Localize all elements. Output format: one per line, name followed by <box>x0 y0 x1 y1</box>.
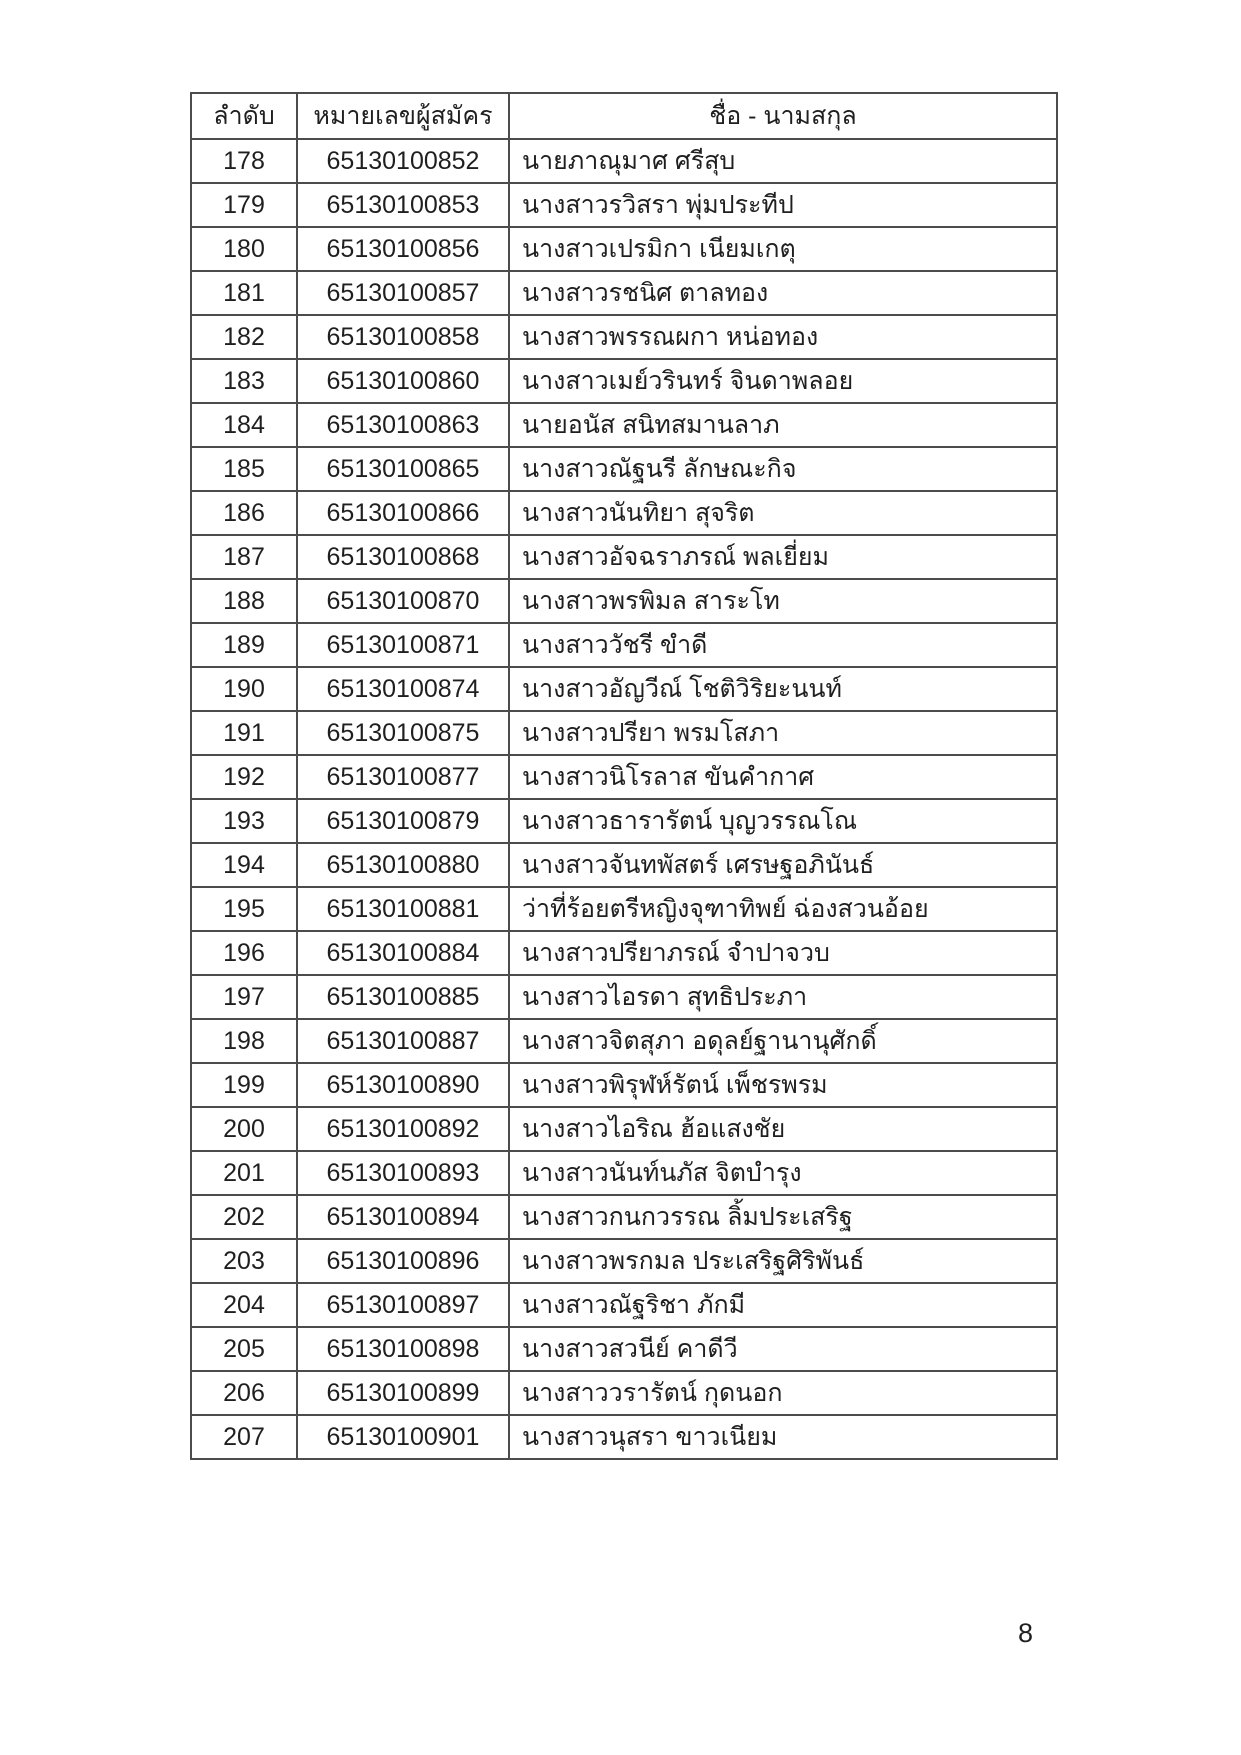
index-cell: 205 <box>191 1327 297 1371</box>
table-row <box>191 755 1057 799</box>
index-cell: 194 <box>191 843 297 887</box>
number-cell: 65130100877 <box>297 755 509 799</box>
index-cell: 193 <box>191 799 297 843</box>
name-cell: นางสาวกนกวรรณ ลิ้มประเสริฐ <box>509 1195 1057 1239</box>
table-row <box>191 1327 1057 1371</box>
table-row <box>191 667 1057 711</box>
table-row <box>191 139 1057 183</box>
number-cell: 65130100853 <box>297 183 509 227</box>
index-cell: 178 <box>191 139 297 183</box>
name-cell: นางสาวอัญวีณ์ โชติวิริยะนนท์ <box>509 667 1057 711</box>
index-cell: 204 <box>191 1283 297 1327</box>
number-cell: 65130100870 <box>297 579 509 623</box>
table-row <box>191 1239 1057 1283</box>
index-cell: 197 <box>191 975 297 1019</box>
name-cell: ว่าที่ร้อยตรีหญิงจุฑาทิพย์ ฉ่องสวนอ้อย <box>509 887 1057 931</box>
name-cell: นายภาณุมาศ ศรีสุบ <box>509 139 1057 183</box>
number-cell: 65130100868 <box>297 535 509 579</box>
table-row <box>191 1019 1057 1063</box>
index-cell: 202 <box>191 1195 297 1239</box>
name-cell: นางสาววรารัตน์ กุดนอก <box>509 1371 1057 1415</box>
index-cell: 198 <box>191 1019 297 1063</box>
number-cell: 65130100875 <box>297 711 509 755</box>
name-cell: นางสาวรวิสรา พุ่มประทีป <box>509 183 1057 227</box>
index-cell: 179 <box>191 183 297 227</box>
number-cell: 65130100896 <box>297 1239 509 1283</box>
table-row <box>191 271 1057 315</box>
index-cell: 195 <box>191 887 297 931</box>
table-row <box>191 447 1057 491</box>
number-cell: 65130100866 <box>297 491 509 535</box>
index-cell: 187 <box>191 535 297 579</box>
index-cell: 188 <box>191 579 297 623</box>
name-cell: นางสาววัชรี ขำดี <box>509 623 1057 667</box>
name-cell: นางสาวนันทิยา สุจริต <box>509 491 1057 535</box>
table-header-row <box>191 93 1057 139</box>
index-cell: 185 <box>191 447 297 491</box>
name-cell: นางสาวปรียาภรณ์ จำปาจวบ <box>509 931 1057 975</box>
name-cell: นางสาวเมย์วรินทร์ จินดาพลอย <box>509 359 1057 403</box>
header-index: ลำดับ <box>191 93 297 139</box>
table-row <box>191 1063 1057 1107</box>
name-cell: นางสาวรชนิศ ตาลทอง <box>509 271 1057 315</box>
name-cell: นางสาวพรรณผกา หน่อทอง <box>509 315 1057 359</box>
number-cell: 65130100857 <box>297 271 509 315</box>
table-row <box>191 359 1057 403</box>
name-cell: นางสาวธารารัตน์ บุญวรรณโณ <box>509 799 1057 843</box>
table-row <box>191 975 1057 1019</box>
table-row <box>191 183 1057 227</box>
applicant-table <box>190 92 1058 1460</box>
name-cell: นางสาวณัฐนรี ลักษณะกิจ <box>509 447 1057 491</box>
name-cell: นางสาวนันท์นภัส จิตบำรุง <box>509 1151 1057 1195</box>
index-cell: 181 <box>191 271 297 315</box>
name-cell: นางสาวเปรมิกา เนียมเกตุ <box>509 227 1057 271</box>
name-cell: นายอนัส สนิทสมานลาภ <box>509 403 1057 447</box>
number-cell: 65130100894 <box>297 1195 509 1239</box>
number-cell: 65130100856 <box>297 227 509 271</box>
index-cell: 182 <box>191 315 297 359</box>
number-cell: 65130100871 <box>297 623 509 667</box>
index-cell: 192 <box>191 755 297 799</box>
number-cell: 65130100884 <box>297 931 509 975</box>
header-applicant-number: หมายเลขผู้สมัคร <box>297 93 509 139</box>
table-row <box>191 1151 1057 1195</box>
table-row <box>191 623 1057 667</box>
name-cell: นางสาวพรกมล ประเสริฐศิริพันธ์ <box>509 1239 1057 1283</box>
index-cell: 180 <box>191 227 297 271</box>
number-cell: 65130100899 <box>297 1371 509 1415</box>
name-cell: นางสาวณัฐริชา ภักมี <box>509 1283 1057 1327</box>
number-cell: 65130100890 <box>297 1063 509 1107</box>
index-cell: 203 <box>191 1239 297 1283</box>
index-cell: 183 <box>191 359 297 403</box>
table-row <box>191 491 1057 535</box>
table-row <box>191 315 1057 359</box>
name-cell: นางสาวสวนีย์ คาดีวี <box>509 1327 1057 1371</box>
number-cell: 65130100881 <box>297 887 509 931</box>
number-cell: 65130100863 <box>297 403 509 447</box>
index-cell: 184 <box>191 403 297 447</box>
table-row <box>191 843 1057 887</box>
index-cell: 206 <box>191 1371 297 1415</box>
table-row <box>191 1371 1057 1415</box>
number-cell: 65130100865 <box>297 447 509 491</box>
name-cell: นางสาวปรียา พรมโสภา <box>509 711 1057 755</box>
header-name: ชื่อ - นามสกุล <box>509 93 1057 139</box>
table-row <box>191 1195 1057 1239</box>
number-cell: 65130100897 <box>297 1283 509 1327</box>
index-cell: 190 <box>191 667 297 711</box>
number-cell: 65130100885 <box>297 975 509 1019</box>
table-row <box>191 1107 1057 1151</box>
number-cell: 65130100874 <box>297 667 509 711</box>
table-row <box>191 1415 1057 1459</box>
number-cell: 65130100858 <box>297 315 509 359</box>
table-row <box>191 711 1057 755</box>
table-row <box>191 535 1057 579</box>
number-cell: 65130100887 <box>297 1019 509 1063</box>
name-cell: นางสาวไอริณ ฮ้อแสงชัย <box>509 1107 1057 1151</box>
number-cell: 65130100860 <box>297 359 509 403</box>
index-cell: 186 <box>191 491 297 535</box>
number-cell: 65130100898 <box>297 1327 509 1371</box>
name-cell: นางสาวจิตสุภา อดุลย์ฐานานุศักดิ์ <box>509 1019 1057 1063</box>
index-cell: 201 <box>191 1151 297 1195</box>
name-cell: นางสาวไอรดา สุทธิประภา <box>509 975 1057 1019</box>
number-cell: 65130100879 <box>297 799 509 843</box>
number-cell: 65130100852 <box>297 139 509 183</box>
name-cell: นางสาวจันทพัสตร์ เศรษฐอภินันธ์ <box>509 843 1057 887</box>
table-row <box>191 227 1057 271</box>
number-cell: 65130100892 <box>297 1107 509 1151</box>
page-number: 8 <box>1018 1618 1034 1648</box>
index-cell: 199 <box>191 1063 297 1107</box>
name-cell: นางสาวพรพิมล สาระโท <box>509 579 1057 623</box>
index-cell: 189 <box>191 623 297 667</box>
table-row <box>191 403 1057 447</box>
name-cell: นางสาวนิโรลาส ขันคำกาศ <box>509 755 1057 799</box>
table-row <box>191 579 1057 623</box>
name-cell: นางสาวพิรุฬห์รัตน์ เพ็ชรพรม <box>509 1063 1057 1107</box>
index-cell: 191 <box>191 711 297 755</box>
table-body <box>191 139 1057 1459</box>
index-cell: 196 <box>191 931 297 975</box>
number-cell: 65130100901 <box>297 1415 509 1459</box>
name-cell: นางสาวนุสรา ขาวเนียม <box>509 1415 1057 1459</box>
index-cell: 200 <box>191 1107 297 1151</box>
number-cell: 65130100893 <box>297 1151 509 1195</box>
table-row <box>191 887 1057 931</box>
table-row <box>191 931 1057 975</box>
table-row <box>191 799 1057 843</box>
index-cell: 207 <box>191 1415 297 1459</box>
number-cell: 65130100880 <box>297 843 509 887</box>
table-row <box>191 1283 1057 1327</box>
name-cell: นางสาวอัจฉราภรณ์ พลเยี่ยม <box>509 535 1057 579</box>
